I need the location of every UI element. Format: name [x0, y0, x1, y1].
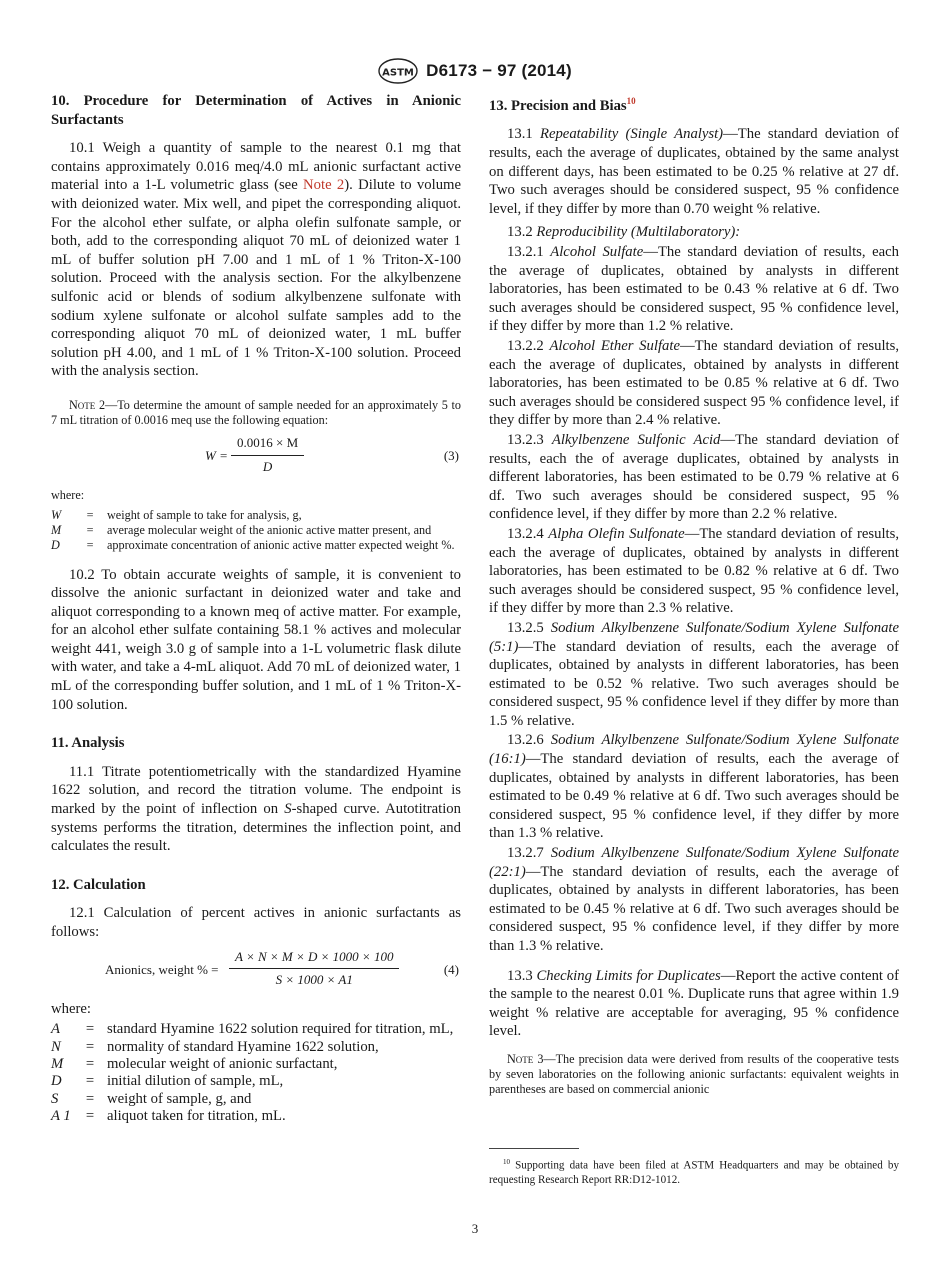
section-11-heading: 11. Analysis	[51, 735, 125, 752]
page-number: 3	[471, 1221, 479, 1236]
definition-row	[51, 1039, 461, 1056]
paragraph-number: 13.2	[507, 224, 537, 241]
paragraph-number: 13.2.2	[507, 338, 550, 355]
paragraph-13-3	[489, 967, 899, 1041]
paragraph-13-2-2	[489, 337, 899, 430]
equation-4-denominator-text: S × 1000 × A1	[275, 972, 353, 988]
equation-3-lhs-text: W =	[205, 448, 228, 464]
definition-row	[51, 508, 461, 523]
paragraph-13-2-7	[489, 844, 899, 956]
definition-symbol: W	[51, 507, 62, 522]
paragraph-13-2-6	[489, 731, 899, 843]
paragraph-title: Checking Limits for Duplicates	[536, 967, 721, 984]
equation-4-definitions	[51, 1021, 461, 1125]
equation-3-number: (3)	[443, 448, 459, 464]
astm-logo-icon	[378, 58, 418, 84]
equation-3-denominator	[231, 456, 304, 477]
where-label: where:	[51, 488, 85, 503]
paragraph-10-2: 10.2 To obtain accurate weights of sample, it is convenient to dissolve the anionic surfactant in deionized water and take and aliquot corresponding to a known meq of active matter. For example, for an alcohol ether sulfate containing 58.1 % actives and molecular weight 441, weigh 3.0 g of sample into a 1-L volumetric flask dilute with water, and take a 4-mL aliquot. Add 70 mL of deionized water, 1 mL of the corresponding buffer solution, and 1 mL of 1 % Triton-X-100 solution.	[51, 566, 461, 713]
paragraph-13-2	[489, 223, 899, 242]
footnote-10-ref[interactable]: 10	[626, 96, 636, 106]
paragraph-text: —The standard deviation of results, each the average of duplicates, obtained by analysts in different laboratories, has been estimated to be 0.45 % relative at 6 df. Two such averages should be considered suspect, 95 % confidence level, if they differ by more than 1.3 % relative.	[489, 863, 899, 955]
definition-symbol: D	[51, 1073, 62, 1090]
equation-4-denominator	[229, 969, 399, 990]
paragraph-number: 13.3	[507, 967, 537, 984]
paragraph-title: Alcohol Sulfate	[550, 244, 644, 261]
note-2-text: 2—To determine the amount of sample needed for an approximately 5 to 7 mL titration of 0.0016 meq use the following equation:	[51, 397, 461, 428]
definition-text: standard Hyamine 1622 solution required for titration, mL,	[107, 1021, 454, 1038]
paragraph-title: Sodium Alkylbenzene Sulfonate/Sodium Xylene Sulfonate (16:1)	[489, 732, 900, 768]
paragraph-13-2-4	[489, 525, 899, 618]
section-13-heading	[489, 92, 899, 115]
equation-3	[51, 434, 461, 480]
paragraph-title: Repeatability (Single Analyst)	[539, 126, 724, 143]
paragraph-11-1	[51, 763, 461, 856]
equation-3-fraction	[231, 434, 304, 476]
equation-3-lhs	[205, 447, 228, 466]
paragraph-number: 13.2.7	[507, 845, 551, 862]
paragraph-10-1	[51, 139, 461, 381]
definition-symbol: M	[51, 523, 62, 538]
document-designation: D6173 − 97 (2014)	[426, 61, 572, 80]
definition-symbol: D	[51, 538, 60, 553]
note-2	[51, 398, 461, 428]
definition-text: weight of sample, g, and	[107, 1090, 252, 1107]
svg-text:ASTM: ASTM	[382, 67, 415, 79]
paragraph-title: Sodium Alkylbenzene Sulfonate/Sodium Xylene Sulfonate (5:1)	[489, 619, 900, 655]
paragraph-text: —The standard deviation of results, each the average of duplicates, obtained by analysts in different laboratories, has been estimated to be 0.85 % relative at 6 df. Two such averages should be considered suspect 95 % confidence level, if they differ by more than 2.4 % relative.	[489, 338, 900, 429]
note-2-label: Note	[69, 397, 96, 412]
paragraph-number: 13.1	[507, 126, 540, 143]
definition-equals: =	[85, 1038, 95, 1055]
definition-text: molecular weight of anionic surfactant,	[107, 1056, 338, 1073]
footnote-divider	[489, 1148, 579, 1149]
paragraph-text: —The standard deviation of results, each the average of duplicates, obtained by analysts in different laboratories, has been estimated to be 0.52 % relative. Two such averages should be considered suspect, 95 % confidence level if they differ by more than 1.5 % relative.	[489, 638, 899, 729]
paragraph-number: 13.2.3	[507, 431, 552, 448]
definition-symbol: S	[51, 1090, 59, 1107]
definition-symbol: A	[51, 1021, 60, 1038]
paragraph-title: Reproducibility (Multilaboratory):	[536, 224, 741, 241]
definition-row	[51, 538, 461, 553]
definition-text: normality of standard Hyamine 1622 solution,	[107, 1038, 379, 1055]
right-column	[489, 92, 899, 1104]
paragraph-text: —The standard deviation of results, each the average of duplicates, obtained by analysts in different laboratories, has been estimated to be 0.43 % relative at 6 df. Two such averages should be considered suspect, 95 % confidence level, if they differ by more than 1.2 % relative.	[489, 244, 899, 335]
paragraph-13-2-5	[489, 619, 899, 731]
paragraph-text: —The standard deviation of results, each the average of duplicates, obtained by the same analyst on different days, has been estimated to be 0.25 % relative at 27 df. Two such averages should be considered suspect, 95 % confidence level, if they differ by more than 0.70 weight % relative.	[489, 126, 900, 217]
paragraph-number: 13.2.5	[507, 619, 551, 636]
definition-equals: =	[85, 1021, 95, 1038]
paragraph-text: —The standard deviation of results, each the of average duplicates, obtained by analysts in different laboratories, has been estimated to be 0.79 % relative at 6 df. Two such averages should be considered suspect, 95 % confidence level, if they differ by more than 2.2 % relative.	[489, 431, 899, 523]
footnote-10	[489, 1155, 899, 1187]
paragraph-title: Alkylbenzene Sulfonic Acid	[551, 431, 721, 448]
note-3-text: 3—The precision data were derived from results of the cooperative tests by seven laboratories on the following anionic surfactants: equivalent weights in parentheses are based on commercial anionic	[489, 1051, 899, 1097]
definition-equals: =	[86, 538, 94, 553]
equation-4-fraction	[229, 948, 399, 990]
definition-equals: =	[86, 523, 94, 538]
where-label-2: where:	[51, 1000, 91, 1017]
definition-row	[51, 1073, 461, 1090]
equation-4-number: (4)	[443, 961, 459, 977]
definition-text: initial dilution of sample, mL,	[107, 1073, 284, 1090]
definition-row	[51, 1056, 461, 1073]
paragraph-title: Alpha Olefin Sulfonate	[548, 525, 685, 542]
equation-3-numerator: 0.0016 × M	[231, 434, 304, 456]
definition-row	[51, 1021, 461, 1038]
paragraph-11-1-text-end: -shaped curve. Autotitration systems performs the titration, determines the inflection point, and calculates the result.	[51, 801, 461, 855]
section-10-heading: 10. Procedure for Determination of Actives in Anionic Surfactants	[51, 93, 461, 128]
definition-equals: =	[85, 1108, 95, 1125]
paragraph-11-1-text: 11.1 Titrate potentiometrically with the standardized Hyamine 1622 solution, and record the titration volume. The endpoint is marked by the point of inflection on	[51, 763, 461, 818]
definition-text: weight of sample to take for analysis, g,	[107, 507, 302, 522]
paragraph-text: —The standard deviation of results, each the average of duplicates, obtained by analysts in different laboratories, has been estimated to be 0.49 % relative at 6 df. Two such averages should be considered suspect, 95 % confidence level, if they differ by more than 1.3 % relative.	[489, 751, 899, 842]
footnote-10-marker: 10	[503, 1158, 510, 1166]
paragraph-10-1-text-end: ). Dilute to volume with deionized water. Mix well, and pipet the corresponding aliquot. For the alcohol ether sulfate, or alpha olefin sulfonate sample, or both, add to the corresponding aliquot 70 mL of deionized water 1 mL of buffer solution pH 7.00 and 1 mL of 1 % Triton-X-100 solution. Proceed with the analysis section. For the alkylbenzene sulfonic acid or blends of sodium alkylbenzene sulfonate with sodium xylene sulfonate or alcohol sulfate samples add to the corresponding aliquot 70 mL of deionized water, 1 mL buffer solution pH 4.00, and 1 mL of 1 % Triton-X-100 solution. Proceed with the analysis section.	[51, 177, 461, 380]
paragraph-title: Sodium Alkylbenzene Sulfonate/Sodium Xylene Sulfonate (22:1)	[489, 845, 900, 880]
page-header	[0, 58, 950, 84]
equation-3-definitions	[51, 508, 461, 554]
definition-symbol: M	[51, 1056, 64, 1073]
definition-equals: =	[86, 507, 94, 522]
section-12-heading: 12. Calculation	[51, 876, 146, 893]
footnote-10-text: Supporting data have been filed at ASTM Headquarters and may be obtained by requesting Research Report RR:D12-1012.	[489, 1159, 899, 1186]
equation-3-denominator-text: D	[262, 458, 273, 474]
equation-4	[51, 948, 461, 994]
paragraph-number: 13.2.4	[507, 525, 549, 542]
note-3	[489, 1052, 899, 1098]
section-13-heading-text: 13. Precision and Bias	[489, 97, 627, 114]
definition-symbol: A 1	[51, 1108, 71, 1125]
definition-equals: =	[85, 1073, 95, 1090]
paragraph-13-2-1	[489, 243, 899, 336]
left-column	[51, 92, 461, 1126]
paragraph-number: 13.2.6	[507, 732, 551, 749]
paragraph-text: —The standard deviation of results, each the average of duplicates, obtained by analysts in different laboratories, has been estimated to be 0.82 % relative at 6 df. Two such averages should be considered suspect, 95 % confidence level, if they differ by more than 2.3 % relative.	[489, 525, 900, 617]
definition-equals: =	[85, 1056, 95, 1073]
footnote-area	[489, 1148, 899, 1187]
equation-4-numerator	[229, 948, 399, 970]
note-3-label: Note	[507, 1051, 534, 1066]
paragraph-11-1-italic: S	[284, 801, 292, 818]
definition-text: average molecular weight of the anionic active matter present, and	[107, 523, 432, 538]
definition-symbol: N	[51, 1038, 61, 1055]
definition-row	[51, 1091, 461, 1108]
paragraph-title: Alcohol Ether Sulfate	[549, 338, 680, 355]
equation-4-numerator-text: A × N × M × D × 1000 × 100	[235, 948, 394, 964]
definition-row	[51, 523, 461, 538]
paragraph-text: —Report the active content of the sample to the nearest 0.01 %. Duplicate runs that agree within 1.9 weight % relative are acceptable for averaging, 95 % confidence level.	[489, 967, 900, 1040]
paragraph-12-1: 12.1 Calculation of percent actives in anionic surfactants as follows:	[51, 905, 461, 941]
paragraph-13-1	[489, 125, 899, 218]
definition-equals: =	[85, 1090, 95, 1107]
equation-4-lhs: Anionics, weight % =	[105, 961, 219, 977]
paragraph-13-2-3	[489, 431, 899, 524]
note-2-link[interactable]: Note 2	[303, 177, 345, 194]
paragraph-number: 13.2.1	[507, 244, 551, 261]
definition-text: aliquot taken for titration, mL.	[107, 1108, 286, 1125]
definition-text: approximate concentration of anionic active matter expected weight %.	[107, 538, 455, 553]
paragraph-10-1-text: 10.1 Weigh a quantity of sample to the nearest 0.1 mg that contains approximately 0.016 meq/4.0 mL anionic surfactant active material into a 1-L volumetric glass (see	[51, 140, 461, 194]
definition-row	[51, 1108, 461, 1125]
